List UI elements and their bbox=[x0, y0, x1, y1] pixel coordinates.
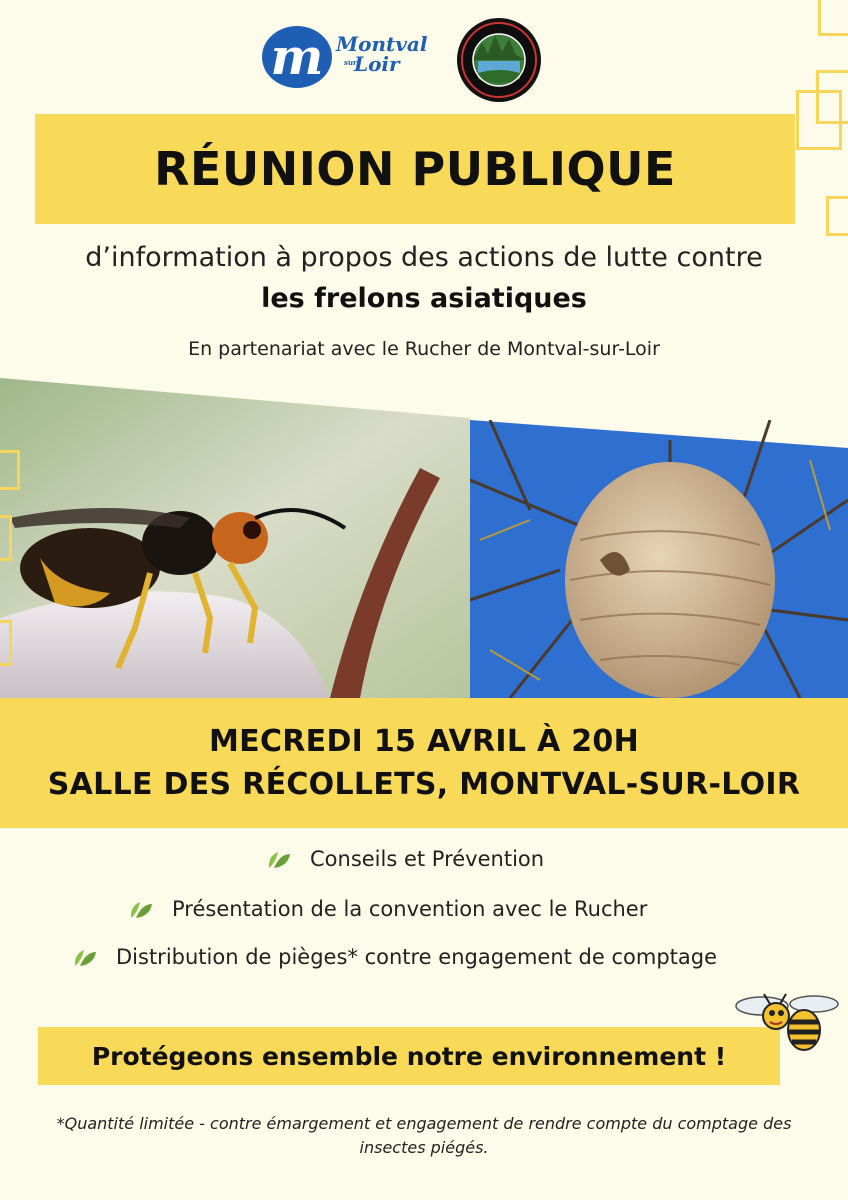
subtitle-line2: les frelons asiatiques bbox=[261, 283, 587, 314]
event-location: SALLE DES RÉCOLLETS, MONTVAL-SUR-LOIR bbox=[47, 767, 801, 802]
logo-name-sur: sur bbox=[344, 58, 357, 67]
decorative-frame bbox=[826, 196, 848, 236]
event-date-time: MECREDI 15 AVRIL À 20H bbox=[209, 723, 639, 759]
leaf-icon bbox=[128, 896, 154, 922]
subtitle-line1: d’information à propos des actions de lutte contre bbox=[85, 242, 763, 273]
logo-name-line1: Montval bbox=[336, 32, 428, 56]
list-item-label: Distribution de pièges* contre engagement de comptage bbox=[116, 945, 718, 969]
partner-line: En partenariat avec le Rucher de Montval-sur-Loir bbox=[188, 338, 660, 360]
leaf-icon bbox=[72, 944, 98, 970]
decorative-frame bbox=[796, 90, 842, 150]
montval-logo-icon: m bbox=[262, 26, 332, 88]
montval-logo-text bbox=[336, 32, 427, 76]
hornet-nest-photo bbox=[470, 420, 848, 698]
decorative-frame bbox=[818, 0, 848, 36]
police-municipale-badge-icon bbox=[457, 18, 541, 102]
hornet-photo bbox=[0, 378, 470, 698]
event-details-band bbox=[0, 698, 848, 828]
decorative-frame bbox=[0, 620, 12, 666]
logo-name-line2: Loir bbox=[354, 52, 400, 76]
page-title: RÉUNION PUBLIQUE bbox=[154, 142, 676, 196]
call-to-action-band bbox=[38, 1027, 780, 1085]
list-item bbox=[266, 846, 544, 872]
call-to-action: Protégeons ensemble notre environnement ! bbox=[91, 1041, 727, 1071]
wasp-icon bbox=[732, 990, 840, 1054]
footnote: *Quantité limitée - contre émargement et engagement de rendre compte du comptage des insectes piégés. bbox=[56, 1114, 792, 1157]
decorative-frame bbox=[0, 515, 12, 561]
leaf-icon bbox=[266, 846, 292, 872]
list-item bbox=[128, 896, 647, 922]
title-band bbox=[35, 114, 795, 224]
list-item bbox=[72, 944, 717, 970]
decorative-frame bbox=[0, 450, 20, 490]
list-item-label: Conseils et Prévention bbox=[310, 847, 545, 871]
list-item-label: Présentation de la convention avec le Rucher bbox=[172, 897, 648, 921]
